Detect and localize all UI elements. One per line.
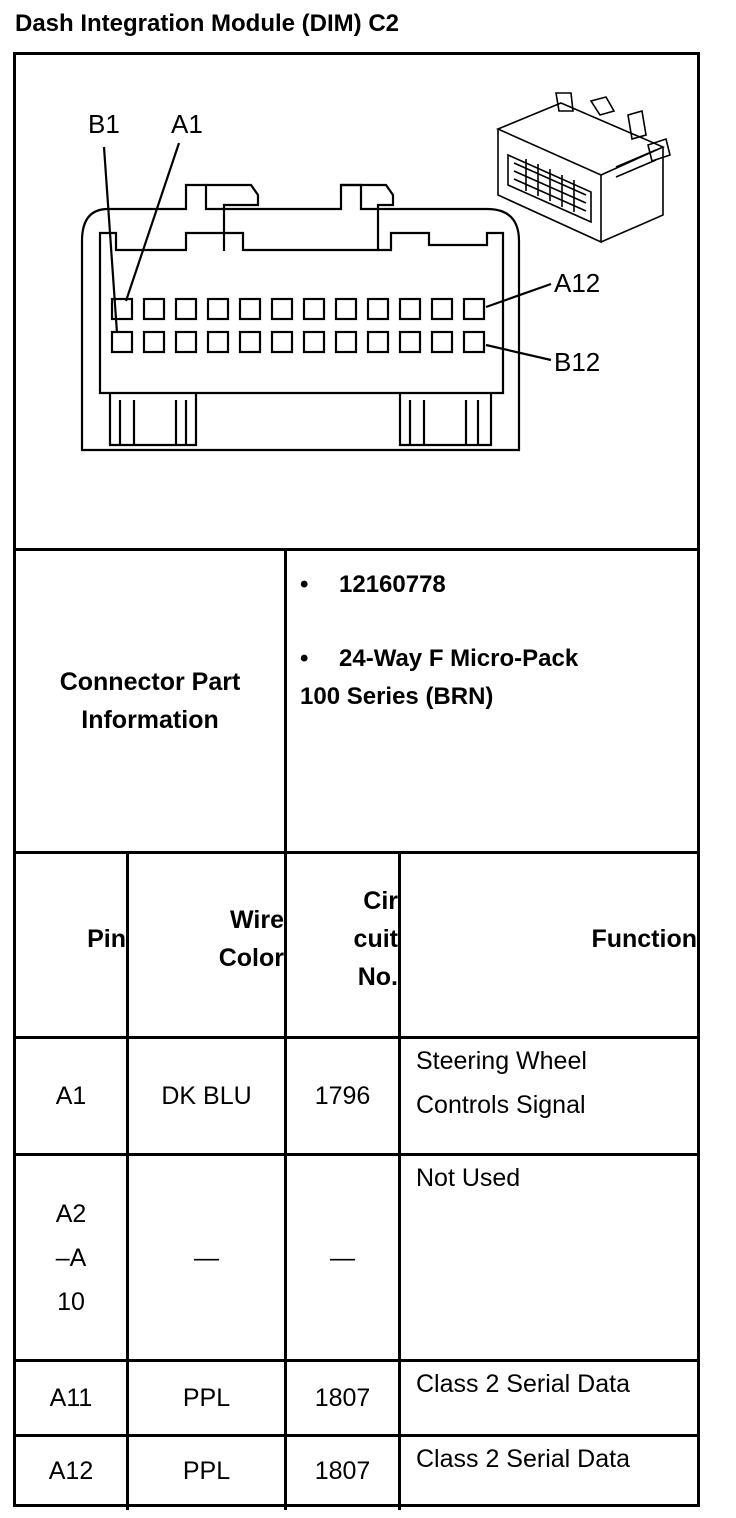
table-row-pin <box>16 1362 126 1434</box>
pin-value-line1: A2 <box>55 1199 87 1228</box>
function-line1: Class 2 Serial Data <box>416 1370 630 1398</box>
table-row-wire-color: PPL <box>182 1384 231 1412</box>
table-row-circuit: 1807 <box>314 1456 371 1485</box>
table-row-wire-color: DK BLU <box>161 1082 252 1110</box>
table-row-wire-color: — <box>194 1243 219 1272</box>
function-line1: Not Used <box>416 1164 521 1192</box>
latch-left <box>206 185 258 251</box>
header-circuit-no <box>287 854 398 1036</box>
row-a-cavities <box>112 299 484 319</box>
connector-series: 100 Series (BRN) <box>300 683 494 710</box>
part-number-item <box>300 566 685 604</box>
lock-left <box>110 393 196 445</box>
leader-a1 <box>126 143 179 301</box>
table-row-wire-color: PPL <box>182 1456 231 1485</box>
callout-b12: B12 <box>554 347 601 377</box>
table-row-function <box>401 1437 697 1504</box>
connector-info-list <box>300 566 685 716</box>
connector-info-label-line2: Information <box>81 706 219 734</box>
pin-value-line3: 10 <box>57 1287 85 1316</box>
connector-type-item <box>300 640 685 716</box>
pin-value: A12 <box>48 1456 94 1485</box>
function-line2: Controls Signal <box>416 1091 586 1119</box>
header-circuit-line2: cuit <box>353 925 398 953</box>
lock-left-ribs <box>120 400 186 445</box>
header-wire-color <box>129 854 284 1036</box>
header-wire-color-line1: Wire <box>230 906 284 934</box>
page-title: Dash Integration Module (DIM) C2 <box>15 10 399 37</box>
connector-sheet <box>13 52 700 1507</box>
housing-outline <box>82 185 519 450</box>
header-pin <box>16 854 126 1036</box>
part-number: 12160778 <box>339 571 446 598</box>
connector-diagram <box>16 55 697 549</box>
function-line1: Steering Wheel <box>416 1047 587 1075</box>
header-function-line1: Function <box>591 925 697 953</box>
bullet: • <box>300 645 309 672</box>
table-row-pin <box>16 1039 126 1153</box>
callout-a1: A1 <box>171 109 203 139</box>
pin-value: A11 <box>49 1384 93 1412</box>
connector-type: 24-Way F Micro-Pack <box>339 645 579 672</box>
table-row-pin <box>16 1156 126 1359</box>
pin-value: A1 <box>55 1082 87 1110</box>
table-row-circuit: 1796 <box>314 1082 371 1110</box>
table-row-circuit: — <box>330 1243 355 1272</box>
housing-inner <box>100 233 503 393</box>
connector-info-label <box>16 551 284 851</box>
table-row-circuit: 1807 <box>314 1384 371 1412</box>
header-circuit-line1: Cir <box>363 887 398 915</box>
function-line1: Class 2 Serial Data <box>416 1445 630 1473</box>
header-wire-color-line2: Color <box>218 944 284 972</box>
table-row-function <box>401 1362 697 1434</box>
lock-right-ribs <box>410 400 478 445</box>
bullet: • <box>300 571 309 598</box>
table-row-pin <box>16 1437 126 1504</box>
connector-info-label-line1: Connector Part <box>59 668 241 696</box>
latch-right <box>341 185 393 251</box>
connector-iso-view <box>498 93 670 242</box>
connector-drawing <box>16 55 697 549</box>
callout-b1: B1 <box>88 109 120 139</box>
pin-value-line2: –A <box>55 1243 87 1272</box>
callout-a12: A12 <box>554 268 601 298</box>
row-b-cavities <box>112 332 484 352</box>
table-row-function <box>401 1039 697 1153</box>
table-row-function <box>401 1156 697 1359</box>
header-pin-line1: Pin <box>87 925 126 953</box>
header-circuit-line3: No. <box>357 963 398 991</box>
header-function <box>401 854 697 1036</box>
